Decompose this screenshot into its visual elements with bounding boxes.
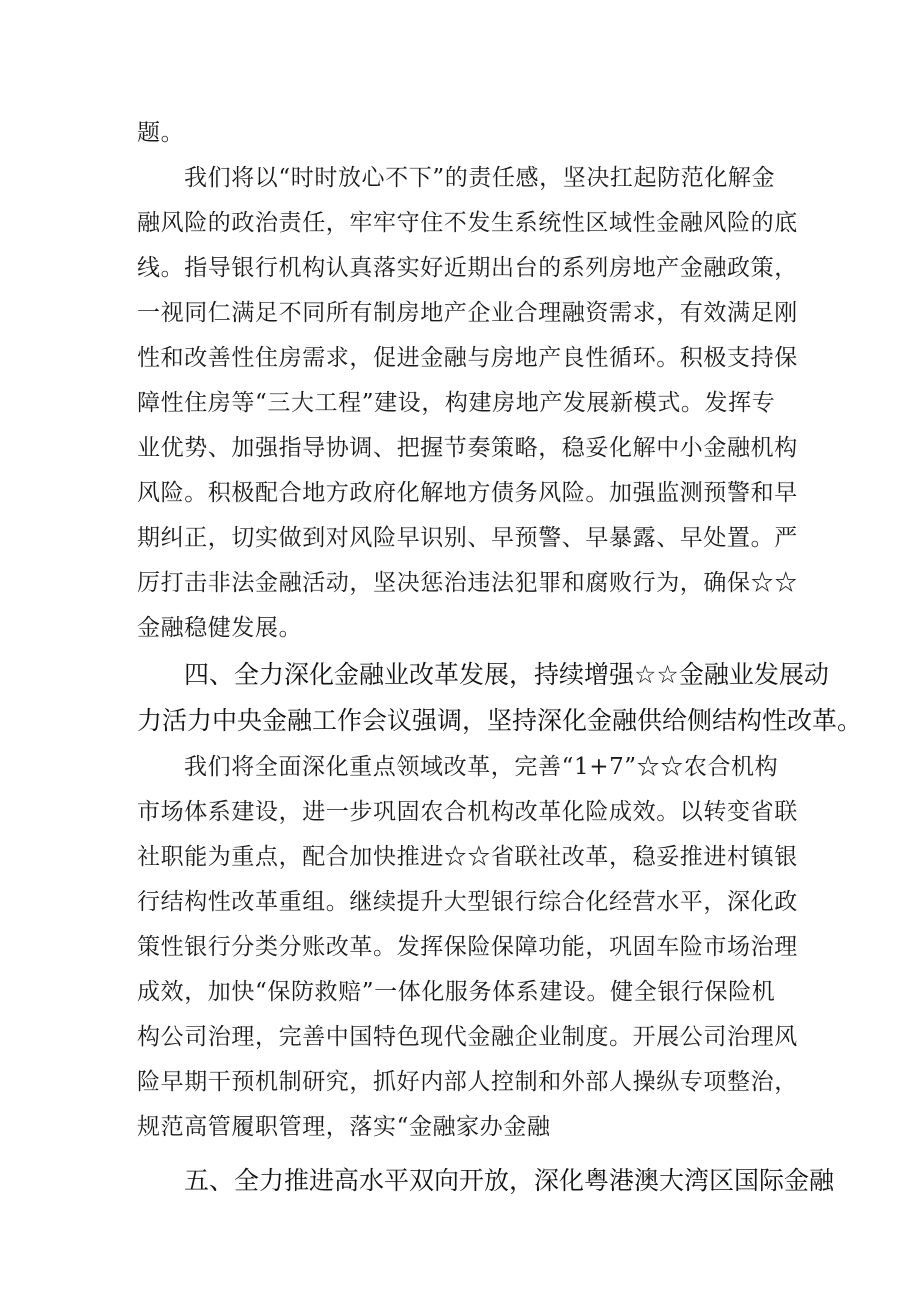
text-line: 风险。积极配合地方政府化解地方债务风险。加强监测预警和早 bbox=[137, 480, 798, 506]
text-line: 市场体系建设，进一步巩固农合机构改革化险成效。以转变省联 bbox=[137, 799, 798, 825]
text-line: 构公司治理，完善中国特色现代金融企业制度。开展公司治理风 bbox=[137, 1024, 798, 1050]
section-heading-4-continued: 力活力中央金融工作会议强调，坚持深化金融供给侧结构性改革。 bbox=[137, 706, 863, 735]
text-line: 规范高管履职管理，落实“金融家办金融 bbox=[137, 1114, 551, 1140]
text-line: 厉打击非法金融活动，坚决惩治违法犯罪和腐败行为，确保☆☆ bbox=[137, 570, 798, 596]
text-line: 线。指导银行机构认真落实好近期出台的系列房地产金融政策， bbox=[137, 255, 798, 281]
text-line: 金融稳健发展。 bbox=[137, 615, 303, 641]
paragraph-start: 我们将以“时时放心不下”的责任感，坚决扛起防范化解金 bbox=[184, 165, 776, 191]
text-line: 业优势、加强指导协调、把握节奏策略，稳妥化解中小金融机构 bbox=[137, 435, 798, 461]
text-line: 行结构性改革重组。继续提升大型银行综合化经营水平，深化政 bbox=[137, 889, 798, 915]
text-line: 成效，加快“保防救赔”一体化服务体系建设。健全银行保险机 bbox=[137, 979, 776, 1005]
section-heading-5: 五、全力推进高水平双向开放，深化粤港澳大湾区国际金融 bbox=[184, 1166, 835, 1195]
text-line: 险早期干预机制研究，抓好内部人控制和外部人操纵专项整治， bbox=[137, 1069, 798, 1095]
text-line: 性和改善性住房需求，促进金融与房地产良性循环。积极支持保 bbox=[137, 345, 798, 371]
paragraph-start: 我们将全面深化重点领域改革，完善“1+7”☆☆农合机构 bbox=[184, 754, 779, 780]
text-line: 融风险的政治责任，牢牢守住不发生系统性区域性金融风险的底 bbox=[137, 210, 798, 236]
text-line: 策性银行分类分账改革。发挥保险保障功能，巩固车险市场治理 bbox=[137, 934, 798, 960]
text-line: 社职能为重点，配合加快推进☆☆省联社改革，稳妥推进村镇银 bbox=[137, 844, 798, 870]
section-heading-4: 四、全力深化金融业改革发展，持续增强☆☆金融业发展动 bbox=[184, 660, 829, 689]
text-line: 障性住房等“三大工程”建设，构建房地产发展新模式。发挥专 bbox=[137, 390, 776, 416]
text-line: 期纠正，切实做到对风险早识别、早预警、早暴露、早处置。严 bbox=[137, 525, 798, 551]
text-line: 题。 bbox=[137, 120, 185, 146]
text-line: 一视同仁满足不同所有制房地产企业合理融资需求，有效满足刚 bbox=[137, 300, 798, 326]
